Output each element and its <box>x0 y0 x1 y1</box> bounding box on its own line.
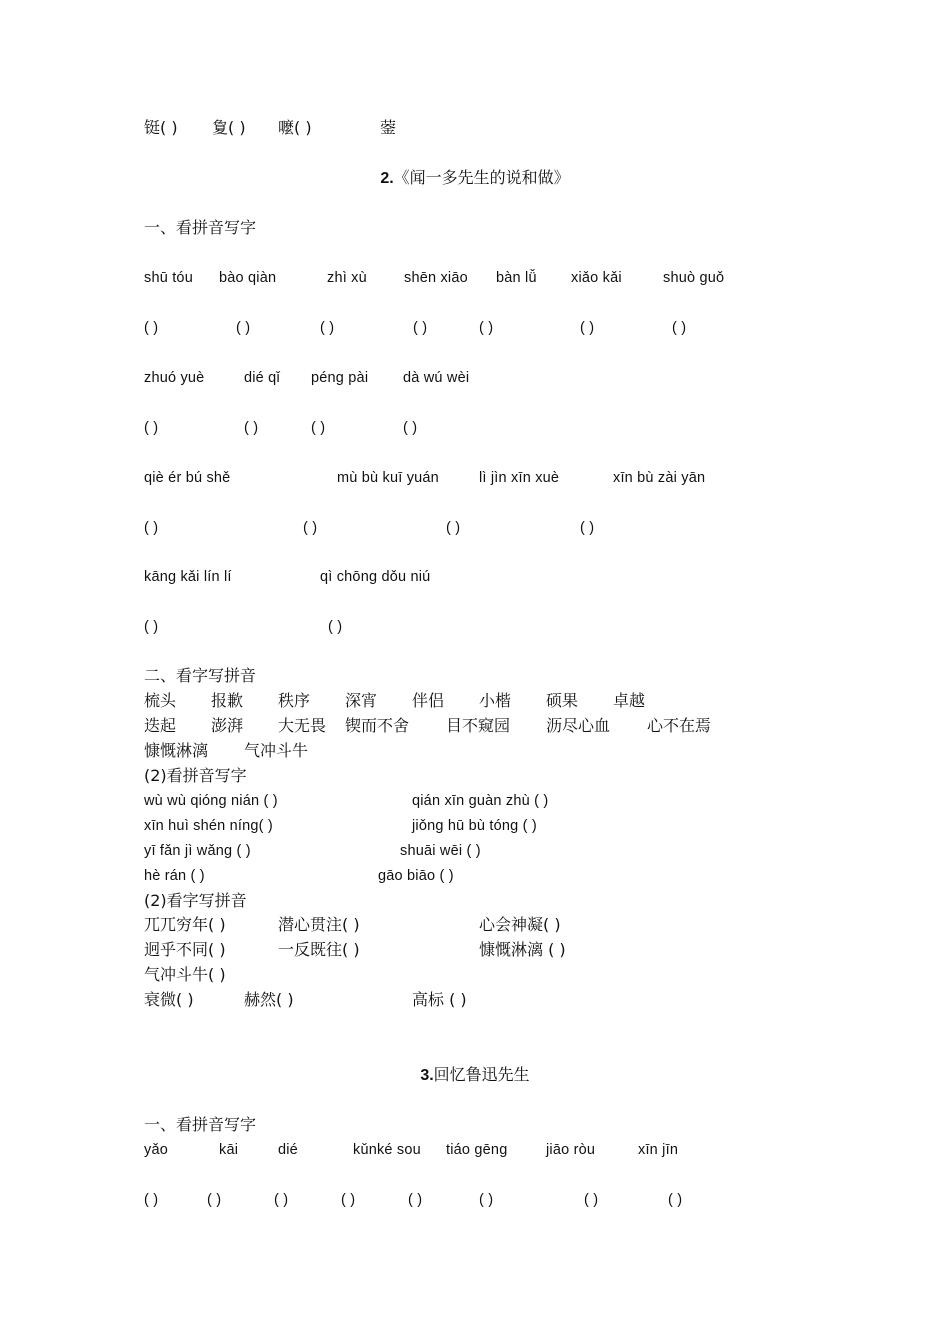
pinyin-item: yǎo <box>144 1142 168 1158</box>
section-2-heading-2 <box>0 664 950 688</box>
word-item: 小楷 <box>479 691 512 710</box>
char-item: 嚒( ) <box>278 118 312 137</box>
pinyin-item: kāng kǎi lín lí <box>144 569 232 585</box>
word-item: 迥乎不同( ) <box>144 940 226 959</box>
pinyin-item: hè rán ( ) <box>144 868 205 884</box>
pinyin-item: jiāo ròu <box>546 1142 596 1158</box>
section-2-title-text: 《闻一多先生的说和做》 <box>393 168 570 187</box>
pinyin-line-4 <box>0 864 950 888</box>
pinyin-item: zhuó yuè <box>144 370 205 386</box>
word-row-2 <box>0 714 950 738</box>
word-row-1 <box>0 689 950 713</box>
pinyin-item: shēn xiāo <box>404 270 468 286</box>
pinyin-item: mù bù kuī yuán <box>337 470 439 486</box>
pinyin-item: dié qǐ <box>244 370 280 386</box>
word-row-3 <box>0 739 950 763</box>
heading-text: (2)看字写拼音 <box>144 891 247 910</box>
pinyin-item: yī fǎn jì wǎng ( ) <box>144 843 251 859</box>
answer-blank: ( ) <box>446 520 461 536</box>
pinyin-item: shuāi wēi ( ) <box>400 843 481 859</box>
section-3-pinyin-row <box>0 1138 950 1162</box>
top-line <box>0 116 950 140</box>
section-3-title-text: 回忆鲁迅先生 <box>433 1065 530 1084</box>
pinyin-item: qiè ér bú shě <box>144 470 231 486</box>
word-item: 梳头 <box>144 691 177 710</box>
char-item: 铤( ) <box>144 118 178 137</box>
answer-blank: ( ) <box>584 1192 599 1208</box>
pinyin-item: qián xīn guàn zhù ( ) <box>412 793 549 809</box>
section-3-blank-row <box>0 1188 950 1212</box>
answer-blank: ( ) <box>580 320 595 336</box>
word-item: 硕果 <box>546 691 579 710</box>
pinyin-item: dà wú wèi <box>403 370 470 386</box>
blank-row-4 <box>0 615 950 639</box>
section-3-heading-1 <box>0 1113 950 1137</box>
answer-blank: ( ) <box>244 420 259 436</box>
word-item: 兀兀穷年( ) <box>144 915 226 934</box>
pinyin-row-4 <box>0 565 950 589</box>
answer-blank: ( ) <box>207 1192 222 1208</box>
pinyin-item: xīn bù zài yān <box>613 470 706 486</box>
answer-blank: ( ) <box>311 420 326 436</box>
word-item: 伴侣 <box>412 691 445 710</box>
pinyin-line-3 <box>0 839 950 863</box>
pinyin-item: kǔnké sou <box>353 1142 421 1158</box>
pinyin-item: kāi <box>219 1142 239 1158</box>
word-item: 潜心贯注( ) <box>278 915 360 934</box>
word-item: 心会神凝( ) <box>479 915 561 934</box>
section-2-heading-1 <box>0 216 950 240</box>
pinyin-item: zhì xù <box>327 270 367 286</box>
char-item: 夐( ) <box>212 118 246 137</box>
word-item: 一反既往( ) <box>278 940 360 959</box>
word-item: 卓越 <box>613 691 646 710</box>
word-item: 心不在焉 <box>647 716 712 735</box>
pinyin-item: dié <box>278 1142 298 1158</box>
heading-text: 一、看拼音写字 <box>144 1115 257 1134</box>
section-3-title <box>0 1063 950 1088</box>
answer-blank: ( ) <box>403 420 418 436</box>
answer-blank: ( ) <box>144 1192 159 1208</box>
answer-blank: ( ) <box>413 320 428 336</box>
heading-text: (2)看拼音写字 <box>144 766 247 785</box>
answer-blank: ( ) <box>144 619 159 635</box>
pinyin-item: péng pài <box>311 370 369 386</box>
heading-text: 一、看拼音写字 <box>144 218 257 237</box>
answer-blank: ( ) <box>580 520 595 536</box>
pinyin-item: bào qiàn <box>219 270 277 286</box>
answer-blank: ( ) <box>144 420 159 436</box>
answer-blank: ( ) <box>668 1192 683 1208</box>
pinyin-item: xiǎo kǎi <box>571 270 622 286</box>
pinyin-line-1 <box>0 789 950 813</box>
char-item: 蓥 <box>380 118 397 137</box>
word-item: 秩序 <box>278 691 311 710</box>
word-item: 澎湃 <box>211 716 244 735</box>
word-item: 高标 ( ) <box>412 990 467 1009</box>
answer-blank: ( ) <box>303 520 318 536</box>
heading-text: 二、看字写拼音 <box>144 666 257 685</box>
pinyin-row-1 <box>0 266 950 290</box>
pinyin-line-2 <box>0 814 950 838</box>
word-item: 衰微( ) <box>144 990 194 1009</box>
section-3-number: 3. <box>420 1067 434 1084</box>
char-line-3 <box>0 963 950 987</box>
section-2-title <box>0 166 950 191</box>
pinyin-item: lì jìn xīn xuè <box>479 470 560 486</box>
word-item: 沥尽心血 <box>546 716 611 735</box>
pinyin-item: shuò guǒ <box>663 270 725 286</box>
answer-blank: ( ) <box>274 1192 289 1208</box>
pinyin-item: xīn huì shén níng( ) <box>144 818 273 834</box>
answer-blank: ( ) <box>144 520 159 536</box>
pinyin-row-2 <box>0 366 950 390</box>
word-item: 报歉 <box>211 691 244 710</box>
blank-row-1 <box>0 316 950 340</box>
answer-blank: ( ) <box>479 320 494 336</box>
blank-row-2 <box>0 416 950 440</box>
word-item: 迭起 <box>144 716 177 735</box>
pinyin-item: jiǒng hū bù tóng ( ) <box>412 818 537 834</box>
word-item: 慷慨淋漓 <box>144 741 209 760</box>
pinyin-item: tiáo gēng <box>446 1142 508 1158</box>
answer-blank: ( ) <box>144 320 159 336</box>
answer-blank: ( ) <box>341 1192 356 1208</box>
pinyin-item: bàn lǚ <box>496 270 537 286</box>
pinyin-item: gāo biāo ( ) <box>378 868 454 884</box>
char-line-1 <box>0 913 950 937</box>
section-2-heading-3 <box>0 764 950 788</box>
answer-blank: ( ) <box>328 619 343 635</box>
section-2-number: 2. <box>380 170 394 187</box>
pinyin-item: xīn jīn <box>638 1142 679 1158</box>
pinyin-row-3 <box>0 466 950 490</box>
word-item: 气冲斗牛 <box>244 741 309 760</box>
section-2-heading-4 <box>0 889 950 913</box>
answer-blank: ( ) <box>236 320 251 336</box>
word-item: 大无畏 <box>278 716 327 735</box>
answer-blank: ( ) <box>408 1192 423 1208</box>
word-item: 赫然( ) <box>244 990 294 1009</box>
word-item: 气冲斗牛( ) <box>144 965 226 984</box>
answer-blank: ( ) <box>479 1192 494 1208</box>
pinyin-item: shū tóu <box>144 270 193 286</box>
word-item: 深宵 <box>345 691 378 710</box>
pinyin-item: qì chōng dǒu niú <box>320 569 431 585</box>
word-item: 锲而不舍 <box>345 716 410 735</box>
word-item: 目不窥园 <box>446 716 511 735</box>
answer-blank: ( ) <box>320 320 335 336</box>
pinyin-item: wù wù qióng nián ( ) <box>144 793 278 809</box>
char-line-2 <box>0 938 950 962</box>
char-line-4 <box>0 988 950 1012</box>
blank-row-3 <box>0 516 950 540</box>
answer-blank: ( ) <box>672 320 687 336</box>
word-item: 慷慨淋漓 ( ) <box>479 940 566 959</box>
